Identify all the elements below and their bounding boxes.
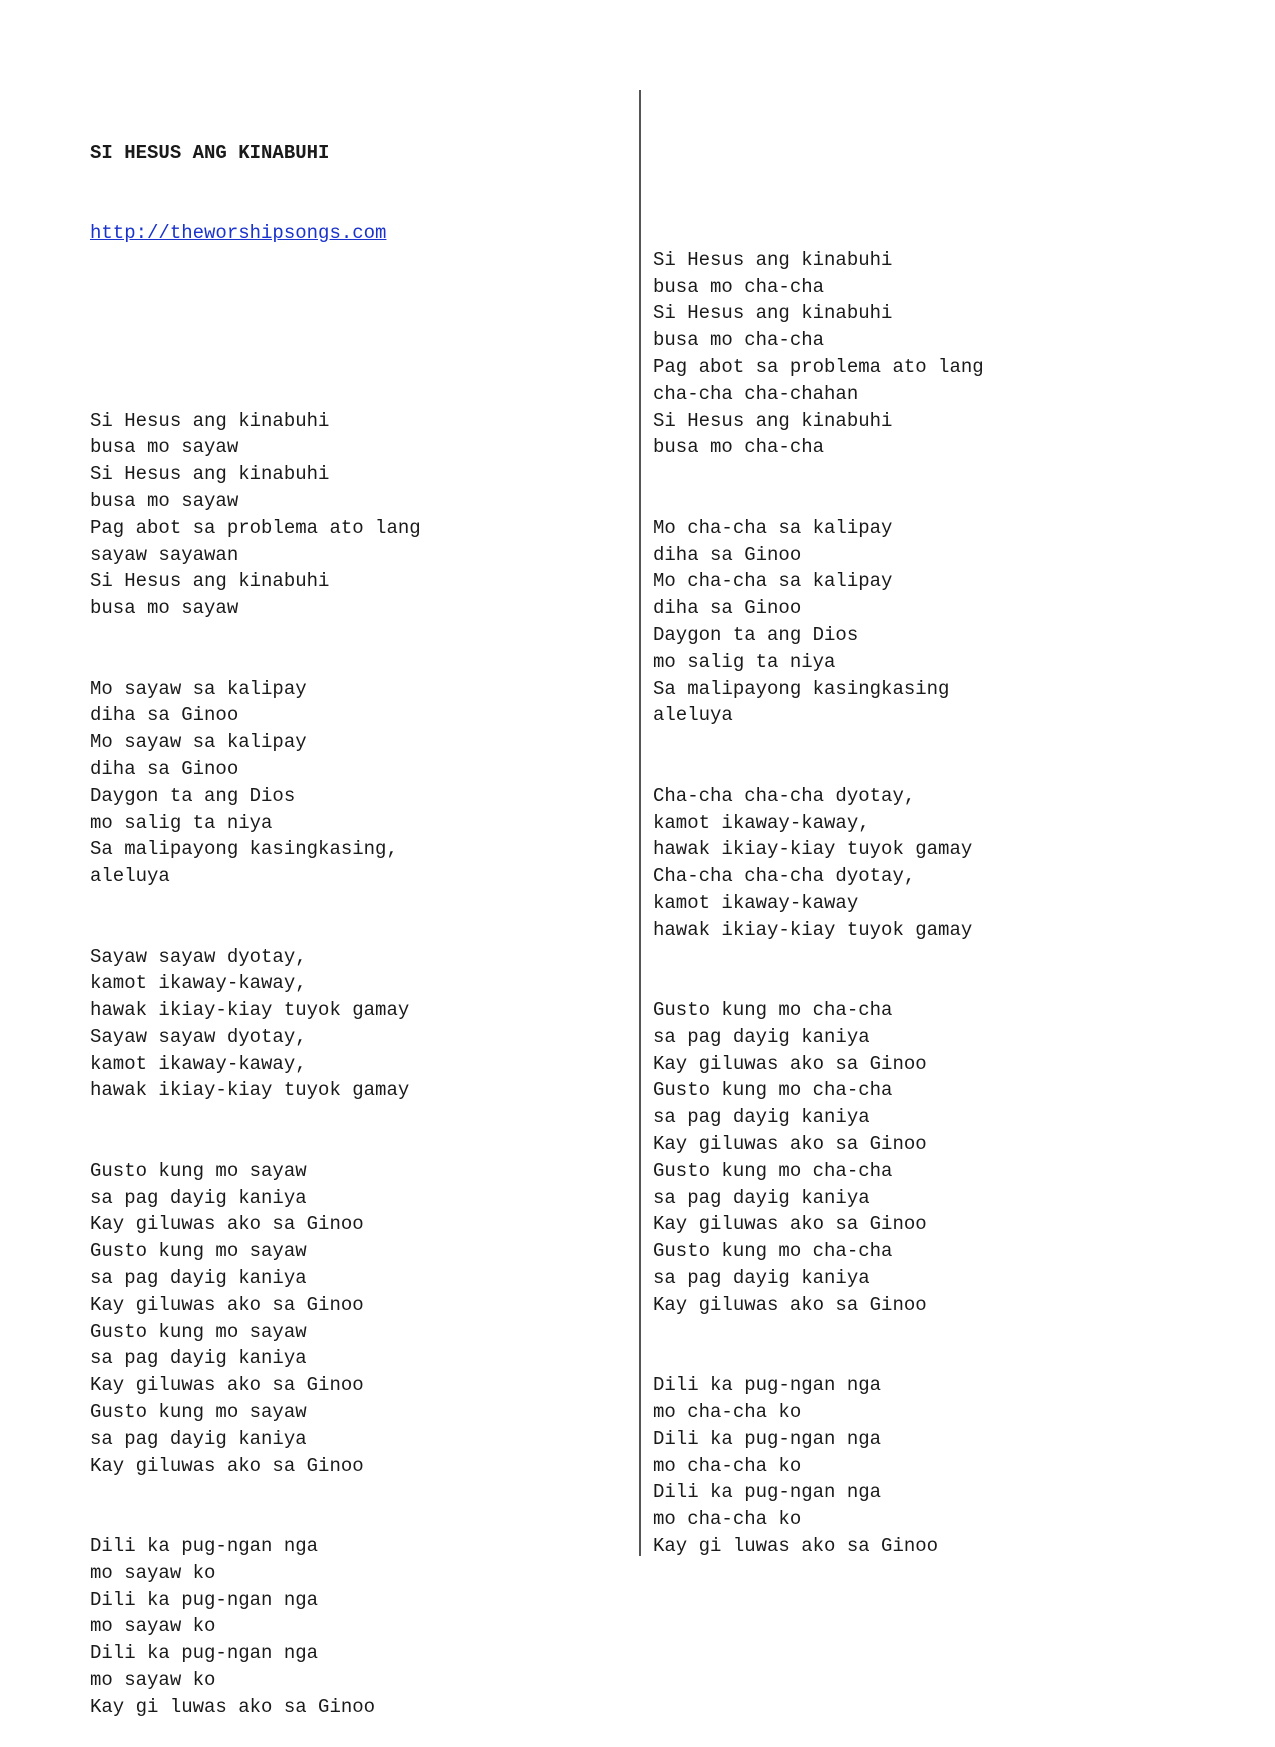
- lyric-line: Cha-cha cha-cha dyotay,: [653, 784, 916, 807]
- lyric-line: mo cha-cha ko: [653, 1508, 802, 1531]
- lyric-line: Dili ka pug-ngan nga: [653, 1481, 882, 1504]
- lyric-line: Sa malipayong kasingkasing,: [90, 838, 398, 861]
- lyric-line: sayaw sayawan: [90, 543, 239, 566]
- lyric-line: mo sayaw ko: [90, 1561, 216, 1584]
- stanza: [653, 783, 1213, 944]
- lyric-line: Daygon ta ang Dios: [653, 623, 859, 646]
- stanza-gap: [90, 622, 610, 676]
- lyric-line: Kay giluwas ako sa Ginoo: [90, 1213, 364, 1236]
- lyric-line: Dili ka pug-ngan nga: [90, 1642, 319, 1665]
- right-lyrics: [653, 247, 1213, 1560]
- lyric-line: Kay giluwas ako sa Ginoo: [653, 1052, 927, 1075]
- lyric-line: sa pag dayig kaniya: [653, 1025, 870, 1048]
- stanza: [653, 515, 1213, 729]
- lyric-line: Si Hesus ang kinabuhi: [90, 409, 330, 432]
- lyric-line: Kay giluwas ako sa Ginoo: [90, 1454, 364, 1477]
- lyric-line: kamot ikaway-kaway,: [90, 972, 307, 995]
- lyric-line: mo cha-cha ko: [653, 1401, 802, 1424]
- lyric-line: Pag abot sa problema ato lang: [90, 516, 421, 539]
- stanza-gap: [90, 890, 610, 944]
- lyric-line: Gusto kung mo cha-cha: [653, 1079, 893, 1102]
- left-lyrics: [90, 408, 610, 1721]
- lyric-line: Gusto kung mo cha-cha: [653, 1240, 893, 1263]
- stanza: [90, 1533, 610, 1721]
- lyric-line: Si Hesus ang kinabuhi: [90, 570, 330, 593]
- spacer: [653, 140, 1213, 194]
- stanza: [90, 1158, 610, 1480]
- lyric-line: diha sa Ginoo: [653, 597, 802, 620]
- lyric-line: Mo sayaw sa kalipay: [90, 731, 307, 754]
- lyric-line: Kay giluwas ako sa Ginoo: [653, 1213, 927, 1236]
- lyric-line: busa mo sayaw: [90, 597, 239, 620]
- lyric-line: sa pag dayig kaniya: [653, 1267, 870, 1290]
- lyric-line: Kay giluwas ako sa Ginoo: [653, 1293, 927, 1316]
- column-divider: [639, 90, 641, 1556]
- stanza: [90, 408, 610, 622]
- stanza: [90, 676, 610, 890]
- stanza: [653, 997, 1213, 1319]
- stanza: [90, 944, 610, 1105]
- lyric-line: mo sayaw ko: [90, 1615, 216, 1638]
- stanza-gap: [653, 729, 1213, 783]
- lyric-line: Dili ka pug-ngan nga: [653, 1427, 882, 1450]
- lyric-line: Gusto kung mo sayaw: [90, 1320, 307, 1343]
- lyric-line: sa pag dayig kaniya: [90, 1267, 307, 1290]
- lyric-line: Kay gi luwas ako sa Ginoo: [90, 1695, 376, 1718]
- lyric-line: Mo cha-cha sa kalipay: [653, 570, 893, 593]
- lyric-line: hawak ikiay-kiay tuyok gamay: [90, 1079, 410, 1102]
- lyric-line: kamot ikaway-kaway: [653, 891, 859, 914]
- lyric-line: mo salig ta niya: [653, 650, 836, 673]
- lyric-line: Gusto kung mo sayaw: [90, 1401, 307, 1424]
- right-column: [653, 86, 1213, 1587]
- lyric-line: hawak ikiay-kiay tuyok gamay: [653, 918, 973, 941]
- lyric-line: Kay giluwas ako sa Ginoo: [653, 1133, 927, 1156]
- lyric-line: busa mo cha-cha: [653, 275, 825, 298]
- lyric-line: Mo sayaw sa kalipay: [90, 677, 307, 700]
- lyric-line: Gusto kung mo sayaw: [90, 1159, 307, 1182]
- lyric-line: sa pag dayig kaniya: [90, 1427, 307, 1450]
- lyric-line: busa mo cha-cha: [653, 329, 825, 352]
- song-title: SI HESUS ANG KINABUHI: [90, 141, 330, 164]
- lyric-line: Sayaw sayaw dyotay,: [90, 945, 307, 968]
- lyric-line: aleluya: [90, 865, 170, 888]
- lyric-line: Si Hesus ang kinabuhi: [90, 463, 330, 486]
- lyric-line: Kay giluwas ako sa Ginoo: [90, 1293, 364, 1316]
- lyric-line: Dili ka pug-ngan nga: [90, 1588, 319, 1611]
- lyric-line: busa mo sayaw: [90, 436, 239, 459]
- lyric-line: mo sayaw ko: [90, 1669, 216, 1692]
- lyric-line: diha sa Ginoo: [90, 757, 239, 780]
- lyric-line: busa mo sayaw: [90, 489, 239, 512]
- lyric-line: sa pag dayig kaniya: [90, 1186, 307, 1209]
- lyric-line: aleluya: [653, 704, 733, 727]
- stanza: [653, 1372, 1213, 1560]
- stanza-gap: [90, 1104, 610, 1158]
- lyric-line: busa mo cha-cha: [653, 436, 825, 459]
- lyric-line: sa pag dayig kaniya: [653, 1186, 870, 1209]
- source-link[interactable]: http://theworshipsongs.com: [90, 221, 387, 244]
- stanza-gap: [90, 1479, 610, 1533]
- lyric-line: Si Hesus ang kinabuhi: [653, 302, 893, 325]
- lyric-line: Dili ka pug-ngan nga: [653, 1374, 882, 1397]
- lyric-line: diha sa Ginoo: [653, 543, 802, 566]
- lyric-line: Mo cha-cha sa kalipay: [653, 516, 893, 539]
- lyric-line: Gusto kung mo cha-cha: [653, 1159, 893, 1182]
- lyric-line: Gusto kung mo sayaw: [90, 1240, 307, 1263]
- lyric-line: hawak ikiay-kiay tuyok gamay: [653, 838, 973, 861]
- lyric-line: Gusto kung mo cha-cha: [653, 999, 893, 1022]
- lyric-line: Sa malipayong kasingkasing: [653, 677, 950, 700]
- lyric-line: Dili ka pug-ngan nga: [90, 1535, 319, 1558]
- stanza-gap: [653, 944, 1213, 998]
- lyric-line: Pag abot sa problema ato lang: [653, 355, 984, 378]
- lyric-line: Kay giluwas ako sa Ginoo: [90, 1374, 364, 1397]
- lyric-line: mo salig ta niya: [90, 811, 273, 834]
- lyric-line: Sayaw sayaw dyotay,: [90, 1025, 307, 1048]
- lyric-line: sa pag dayig kaniya: [653, 1106, 870, 1129]
- lyric-line: Cha-cha cha-cha dyotay,: [653, 865, 916, 888]
- lyric-line: cha-cha cha-chahan: [653, 382, 859, 405]
- lyric-line: mo cha-cha ko: [653, 1454, 802, 1477]
- left-column: [90, 86, 610, 1747]
- lyric-line: Si Hesus ang kinabuhi: [653, 248, 893, 271]
- stanza: [653, 247, 1213, 461]
- lyric-line: diha sa Ginoo: [90, 704, 239, 727]
- lyric-line: hawak ikiay-kiay tuyok gamay: [90, 999, 410, 1022]
- lyric-line: Si Hesus ang kinabuhi: [653, 409, 893, 432]
- lyric-line: kamot ikaway-kaway,: [653, 811, 870, 834]
- stanza-gap: [653, 1319, 1213, 1373]
- lyric-line: sa pag dayig kaniya: [90, 1347, 307, 1370]
- lyric-line: Daygon ta ang Dios: [90, 784, 296, 807]
- lyric-line: kamot ikaway-kaway,: [90, 1052, 307, 1075]
- spacer: [90, 300, 610, 354]
- stanza-gap: [653, 461, 1213, 515]
- lyric-line: Kay gi luwas ako sa Ginoo: [653, 1535, 939, 1558]
